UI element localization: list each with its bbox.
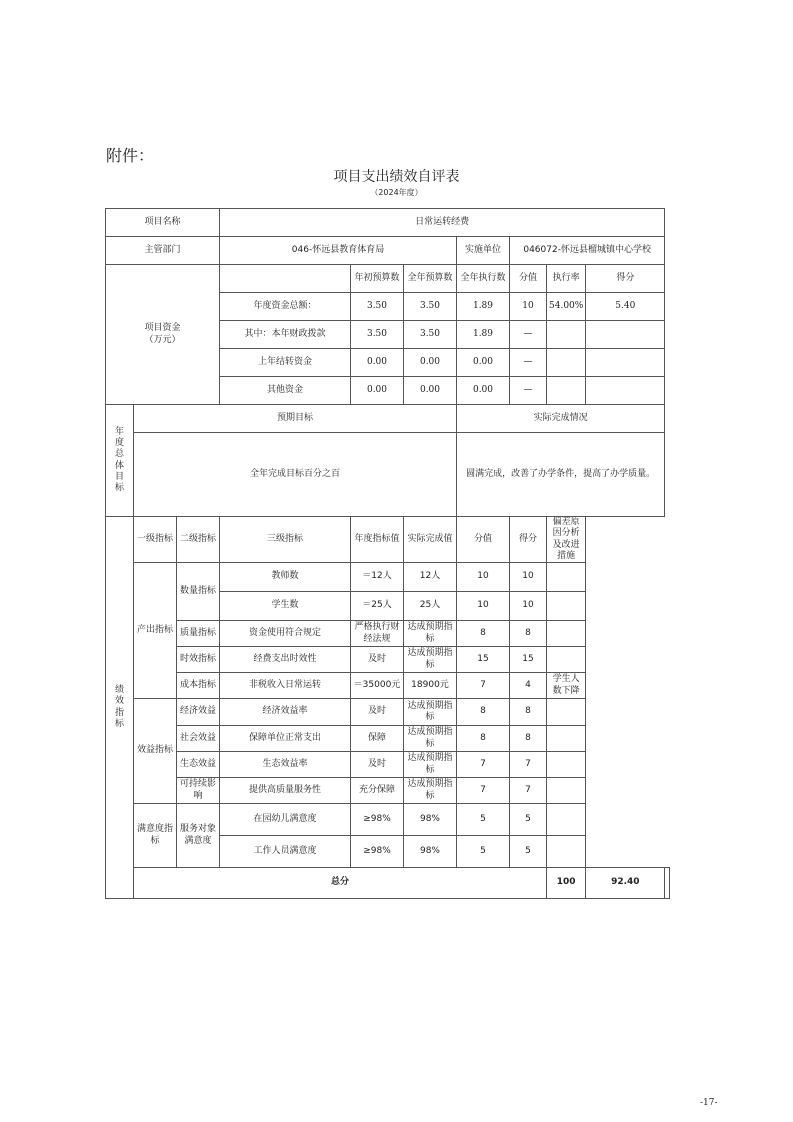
- expected-goal-header: 预期目标: [134, 405, 457, 433]
- funds-annual: 0.00: [404, 377, 457, 405]
- indicator-reason: [547, 592, 586, 621]
- indicator-header-score-value: 分值: [457, 517, 510, 563]
- funds-initial: 3.50: [351, 321, 404, 349]
- indicator-name: 提供高质量服务性: [220, 778, 351, 804]
- indicator-name: 工作人员满意度: [220, 836, 351, 868]
- indicator-actual: 达成预期指标: [404, 621, 457, 647]
- funds-header-rate: 执行率: [547, 265, 586, 293]
- expected-goal: 全年完成目标百分之百: [134, 433, 457, 517]
- indicator-target: ≥98%: [351, 804, 404, 836]
- funds-executed: 1.89: [457, 293, 510, 321]
- page-title: 项目支出绩效自评表: [333, 169, 460, 185]
- indicator-score-value: 10: [457, 563, 510, 592]
- total-score-value: 100: [547, 868, 586, 899]
- indicator-row: [106, 621, 670, 647]
- indicator-score: 8: [510, 699, 547, 726]
- social-indicator-label: 社会效益: [177, 726, 220, 752]
- funds-score-value: 10: [510, 293, 547, 321]
- indicator-score-value: 8: [457, 699, 510, 726]
- indicator-row: [106, 804, 670, 836]
- funds-score-value: —: [510, 321, 547, 349]
- indicator-reason: [547, 836, 586, 868]
- indicator-actual: 12人: [404, 563, 457, 592]
- dept-value: 046-怀远县教育体育局: [220, 237, 457, 265]
- indicator-header-level3: 三级指标: [220, 517, 351, 563]
- funds-annual: 3.50: [404, 293, 457, 321]
- sustainable-indicator-label: 可持续影响: [177, 778, 220, 804]
- indicator-score: 4: [510, 673, 547, 699]
- indicator-row: [106, 752, 670, 778]
- economic-indicator-label: 经济效益: [177, 699, 220, 726]
- indicator-reason: [547, 804, 586, 836]
- indicator-name: 生态效益率: [220, 752, 351, 778]
- indicator-score: 7: [510, 752, 547, 778]
- funds-annual: 3.50: [404, 321, 457, 349]
- self-evaluation-table: [105, 208, 670, 899]
- indicator-score: 15: [510, 647, 547, 673]
- indicator-actual: 98%: [404, 804, 457, 836]
- indicator-name: 经费支出时效性: [220, 647, 351, 673]
- indicator-target: 及时: [351, 752, 404, 778]
- indicator-target: ＝35000元: [351, 673, 404, 699]
- project-name-value: 日常运转经费: [220, 209, 665, 237]
- funds-initial: 3.50: [351, 293, 404, 321]
- indicator-score-value: 7: [457, 778, 510, 804]
- indicator-target: ≥98%: [351, 836, 404, 868]
- indicator-target: ＝12人: [351, 563, 404, 592]
- funds-score: [586, 321, 665, 349]
- indicator-actual: 达成预期指标: [404, 699, 457, 726]
- quantity-indicator-label: 数量指标: [177, 563, 220, 621]
- timeliness-indicator-label: 时效指标: [177, 647, 220, 673]
- actual-result-header: 实际完成情况: [457, 405, 665, 433]
- actual-result: 圆满完成，改善了办学条件，提高了办学质量。: [457, 433, 665, 517]
- indicator-header-actual: 实际完成值: [404, 517, 457, 563]
- funds-score-value: —: [510, 377, 547, 405]
- indicator-name: 经济效益率: [220, 699, 351, 726]
- total-label: 总分: [134, 868, 547, 899]
- indicator-actual: 18900元: [404, 673, 457, 699]
- indicator-score: 5: [510, 804, 547, 836]
- indicator-score-value: 15: [457, 647, 510, 673]
- funds-header-annual: 全年预算数: [404, 265, 457, 293]
- funds-row-label: 其中：本年财政拨款: [220, 321, 351, 349]
- funds-initial: 0.00: [351, 377, 404, 405]
- indicator-score-value: 7: [457, 752, 510, 778]
- indicator-target: 严格执行财经法规: [351, 621, 404, 647]
- indicator-score-value: 8: [457, 726, 510, 752]
- indicator-target: 充分保障: [351, 778, 404, 804]
- funds-annual: 0.00: [404, 349, 457, 377]
- total-reason: [665, 868, 670, 899]
- indicator-name: 学生数: [220, 592, 351, 621]
- indicator-target: 及时: [351, 699, 404, 726]
- funds-executed: 0.00: [457, 377, 510, 405]
- indicator-name: 教师数: [220, 563, 351, 592]
- indicator-actual: 25人: [404, 592, 457, 621]
- indicator-row: [106, 673, 670, 699]
- indicator-reason: [547, 621, 586, 647]
- indicator-score: 8: [510, 726, 547, 752]
- indicator-actual: 达成预期指标: [404, 752, 457, 778]
- attachment-label: 附件：: [106, 146, 155, 165]
- ecological-indicator-label: 生态效益: [177, 752, 220, 778]
- funds-rate: [547, 321, 586, 349]
- funds-row-label: 年度资金总额：: [220, 293, 351, 321]
- indicator-row: [106, 699, 670, 726]
- indicator-target: 保障: [351, 726, 404, 752]
- indicator-score-value: 10: [457, 592, 510, 621]
- indicator-header-level1: 一级指标: [134, 517, 177, 563]
- indicator-header-score: 得分: [510, 517, 547, 563]
- indicator-header-level2: 二级指标: [177, 517, 220, 563]
- funds-executed: 0.00: [457, 349, 510, 377]
- indicator-score: 10: [510, 592, 547, 621]
- funds-rate: [547, 377, 586, 405]
- funds-header-executed: 全年执行数: [457, 265, 510, 293]
- indicator-name: 非税收入日常运转: [220, 673, 351, 699]
- indicator-reason: [547, 752, 586, 778]
- indicator-reason: [547, 563, 586, 592]
- indicator-name: 在园幼儿满意度: [220, 804, 351, 836]
- indicator-target: ＝25人: [351, 592, 404, 621]
- goals-label: 年 度 总 体 目 标: [106, 405, 134, 517]
- service-satisfaction-label: 服务对象满意度: [177, 804, 220, 868]
- indicator-actual: 达成预期指标: [404, 778, 457, 804]
- funds-header-score-value: 分值: [510, 265, 547, 293]
- indicator-name: 保障单位正常支出: [220, 726, 351, 752]
- indicator-score-value: 5: [457, 804, 510, 836]
- indicator-header-reason: 偏差原因分析及改进措施: [547, 517, 586, 563]
- funds-label: 项目资金 （万元）: [106, 265, 220, 405]
- funds-score: [586, 349, 665, 377]
- indicator-reason: 学生人数下降: [547, 673, 586, 699]
- funds-score: [586, 377, 665, 405]
- indicator-score-value: 5: [457, 836, 510, 868]
- satisfaction-indicator-label: 满意度指标: [134, 804, 177, 868]
- funds-rate: 54.00%: [547, 293, 586, 321]
- indicator-reason: [547, 647, 586, 673]
- total-score: 92.40: [586, 868, 665, 899]
- funds-header-score: 得分: [586, 265, 665, 293]
- cost-indicator-label: 成本指标: [177, 673, 220, 699]
- indicator-reason: [547, 778, 586, 804]
- indicator-reason: [547, 699, 586, 726]
- year-subtitle: （2024年度）: [370, 188, 423, 197]
- indicator-target: 及时: [351, 647, 404, 673]
- funds-initial: 0.00: [351, 349, 404, 377]
- indicator-row: [106, 647, 670, 673]
- indicator-name: 资金使用符合规定: [220, 621, 351, 647]
- funds-score: 5.40: [586, 293, 665, 321]
- indicator-score-value: 7: [457, 673, 510, 699]
- project-name-label: 项目名称: [106, 209, 220, 237]
- funds-score-value: —: [510, 349, 547, 377]
- indicators-label: 绩 效 指 标: [106, 517, 134, 899]
- output-indicator-label: 产出指标: [134, 563, 177, 699]
- indicator-header-target: 年度指标值: [351, 517, 404, 563]
- unit-value: 046072-怀远县榴城镇中心学校: [510, 237, 665, 265]
- indicator-row: [106, 726, 670, 752]
- indicator-actual: 98%: [404, 836, 457, 868]
- indicator-row: [106, 563, 670, 592]
- funds-row-label: 上年结转资金: [220, 349, 351, 377]
- indicator-reason: [547, 726, 586, 752]
- indicator-actual: 达成预期指标: [404, 726, 457, 752]
- indicator-actual: 达成预期指标: [404, 647, 457, 673]
- funds-header-blank: [220, 265, 351, 293]
- indicator-score-value: 8: [457, 621, 510, 647]
- benefit-indicator-label: 效益指标: [134, 699, 177, 804]
- indicator-score: 8: [510, 621, 547, 647]
- funds-executed: 1.89: [457, 321, 510, 349]
- funds-row-label: 其他资金: [220, 377, 351, 405]
- dept-label: 主管部门: [106, 237, 220, 265]
- indicator-score: 10: [510, 563, 547, 592]
- indicator-row: [106, 778, 670, 804]
- indicator-score: 7: [510, 778, 547, 804]
- indicator-score: 5: [510, 836, 547, 868]
- unit-label: 实施单位: [457, 237, 510, 265]
- funds-rate: [547, 349, 586, 377]
- page-number: -17-: [700, 1098, 718, 1108]
- quality-indicator-label: 质量指标: [177, 621, 220, 647]
- funds-header-initial: 年初预算数: [351, 265, 404, 293]
